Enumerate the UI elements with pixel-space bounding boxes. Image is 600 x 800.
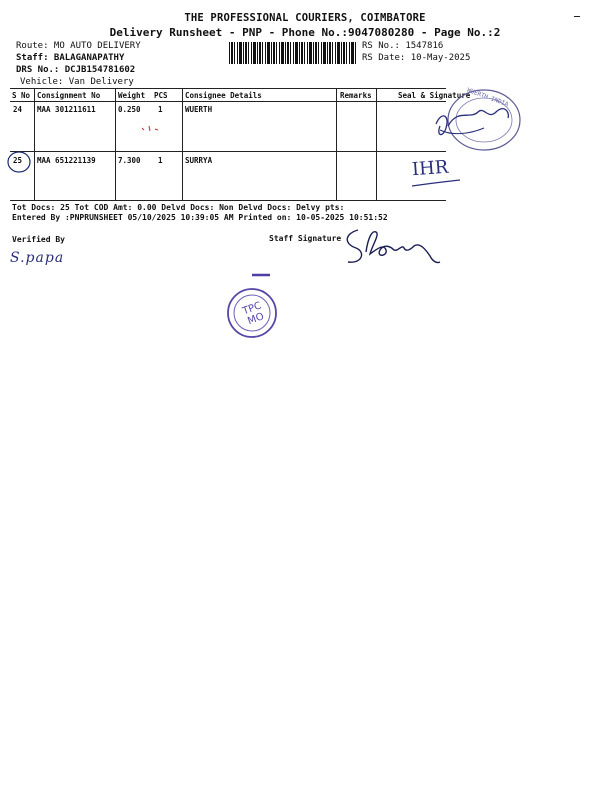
col-sno: S No [12,91,31,100]
row-pcs: 1 [158,105,163,114]
company-seal-text: WUERTH INDIA [466,86,510,109]
row-weight: 0.250 [118,105,141,114]
rs-number: RS No.: 1547816 [362,41,444,51]
handwritten-circle-mark [5,150,35,176]
row-weight: 7.300 [118,156,141,165]
runsheet-title: Delivery Runsheet - PNP - Phone No.:9047080280 - Page No.:2 [109,26,501,39]
row-consignee: WUERTH [185,105,213,114]
entered-by-line: Entered By :PNPRUNSHEET 05/10/2025 10:39:05 AM Printed on: 10-05-2025 10:51:52 [12,213,388,222]
route-label: Route: MO AUTO DELIVERY [16,41,141,51]
staff-label: Staff: BALAGANAPATHY [16,53,125,63]
corner-mark [574,16,580,17]
company-title: THE PROFESSIONAL COURIERS, COIMBATORE [184,12,426,24]
verified-by-label: Verified By [12,235,65,244]
drs-barcode [229,42,356,64]
row-consignment: MAA 301211611 [37,105,96,114]
col-consignment: Consignment No [37,91,101,100]
vehicle-label: Vehicle: Van Delivery [20,77,134,87]
tpc-seal-text: TPC MO [241,300,266,328]
ink-dash-mark [250,272,272,278]
row-pcs: 1 [158,156,163,165]
col-remarks: Remarks [340,91,372,100]
col-seal-signature: Seal & Signature [398,91,471,100]
col-pcs: PCS [154,91,168,100]
red-ink-marks [140,124,164,134]
row-consignee: SURRYA [185,156,213,165]
col-consignee: Consignee Details [185,91,262,100]
row-sno: 25 [13,156,23,165]
ihr-underline [410,178,470,190]
row-consignment: MAA 651221139 [37,156,96,165]
totals-line: Tot Docs: 25 Tot COD Amt: 0.00 Delvd Docs: Non Delvd Docs: Delvy pts: [12,203,345,212]
verifier-handwriting: S.papa [10,250,65,266]
staff-signature-scribble [340,222,464,270]
col-weight: Weight [118,91,146,100]
drs-number: DRS No.: DCJB154781602 [16,65,136,75]
row25-handwritten-mark: IHR [411,156,450,181]
rs-date: RS Date: 10-May-2025 [362,53,471,63]
staff-signature-label: Staff Signature [269,234,342,243]
row-sno: 24 [13,105,23,114]
